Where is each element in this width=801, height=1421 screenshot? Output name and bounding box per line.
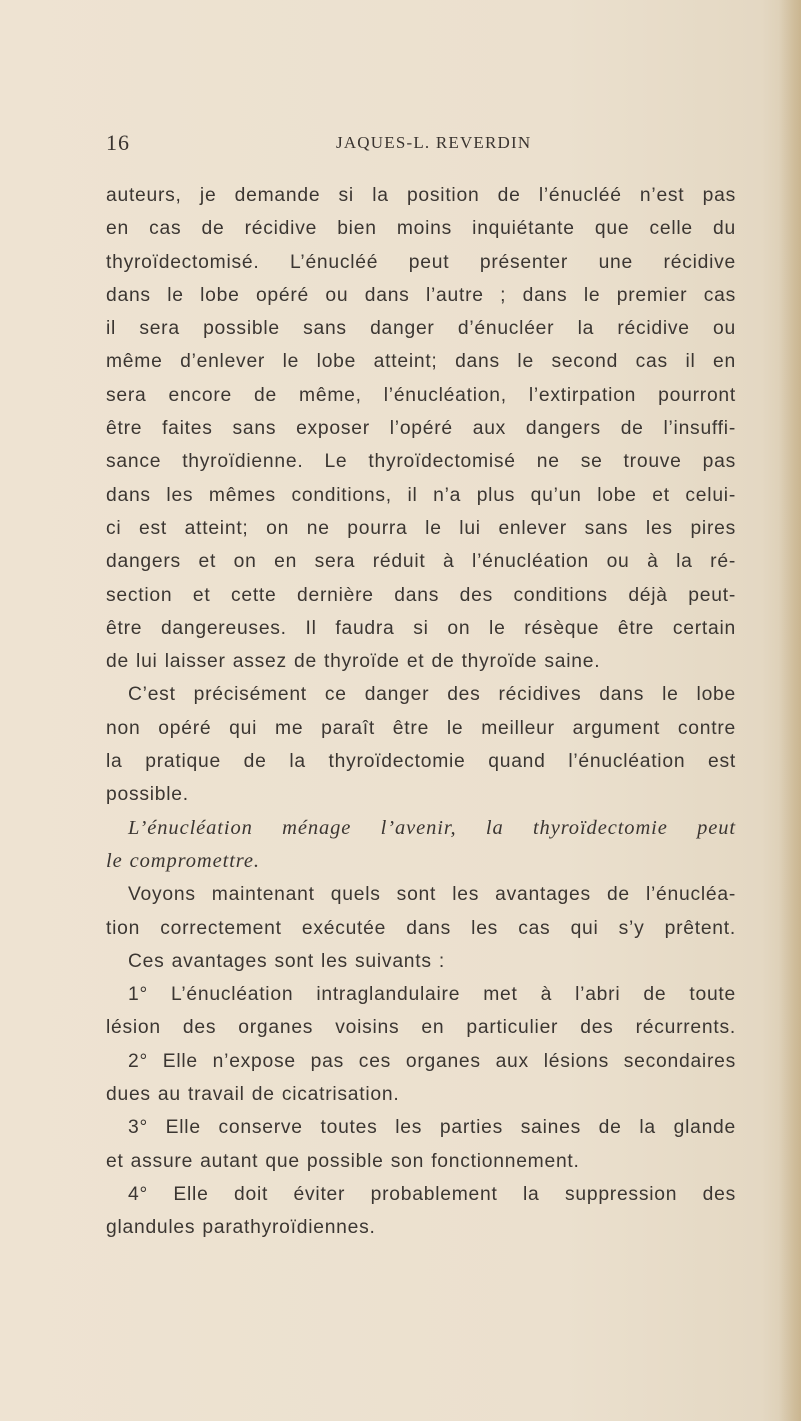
list-item-line: 3° Elle conserve toutes les parties saines de la glande	[128, 1117, 736, 1139]
italic-heading-line: le compromettre.	[106, 849, 260, 872]
list-item-line: 2° Elle n’expose pas ces organes aux lésions secondaires	[128, 1050, 736, 1072]
page-edge-shadow	[779, 0, 801, 1421]
text-line: C’est précisément ce danger des récidives dans le lobe	[128, 684, 736, 706]
text-line: sera encore de même, l’énucléation, l’extirpation pourront	[106, 384, 736, 406]
text-line: il sera possible sans danger d’énucléer la récidive ou	[106, 318, 736, 340]
text-line: dans le lobe opéré ou dans l’autre ; dans le premier cas	[106, 284, 736, 306]
page-number: 16	[106, 130, 130, 155]
text-line: en cas de récidive bien moins inquiétante que celle du	[106, 218, 736, 240]
text-line: Voyons maintenant quels sont les avantages de l’énucléa-	[128, 884, 736, 906]
text-line: ci est atteint; on ne pourra le lui enlever sans les pires	[106, 517, 736, 539]
text-line: être dangereuses. Il faudra si on le résèque être certain	[106, 617, 736, 639]
text-line: dangers et on en sera réduit à l’énucléation ou à la ré-	[106, 551, 736, 573]
body-text	[106, 179, 736, 1245]
text-line: Ces avantages sont les suivants :	[128, 950, 445, 972]
text-line: possible.	[106, 784, 189, 806]
text-line: glandules parathyroïdiennes.	[106, 1217, 376, 1239]
text-line: la pratique de la thyroïdectomie quand l’énucléation est	[106, 751, 736, 773]
text-line: auteurs, je demande si la position de l’énucléé n’est pas	[106, 185, 736, 206]
text-line: sance thyroïdienne. Le thyroïdectomisé ne se trouve pas	[106, 451, 736, 473]
page-header	[106, 130, 756, 160]
text-line: non opéré qui me paraît être le meilleur argument contre	[106, 717, 736, 739]
text-line: et assure autant que possible son fonctionnement.	[106, 1150, 580, 1172]
text-line: dans les mêmes conditions, il n’a plus qu’un lobe et celui-	[106, 484, 736, 506]
text-line: tion correctement exécutée dans les cas qui s’y prêtent.	[106, 917, 736, 939]
running-head: JAQUES-L. REVERDIN	[336, 133, 532, 152]
list-item-line: 4° Elle doit éviter probablement la suppression des	[128, 1183, 736, 1205]
text-line: dues au travail de cicatrisation.	[106, 1084, 400, 1106]
text-line: de lui laisser assez de thyroïde et de thyroïde saine.	[106, 651, 601, 673]
list-item-line: 1° L’énucléation intraglandulaire met à l’abri de toute	[128, 984, 736, 1006]
text-line: lésion des organes voisins en particulier des récurrents.	[106, 1017, 736, 1039]
text-line: même d’enlever le lobe atteint; dans le second cas il en	[106, 351, 736, 373]
italic-heading-line: L’énucléation ménage l’avenir, la thyroïdectomie peut	[128, 816, 736, 839]
text-line: thyroïdectomisé. L’énucléé peut présenter une récidive	[106, 251, 736, 273]
text-line: section et cette dernière dans des conditions déjà peut-	[106, 584, 736, 606]
text-line: être faites sans exposer l’opéré aux dangers de l’insuffi-	[106, 418, 736, 440]
